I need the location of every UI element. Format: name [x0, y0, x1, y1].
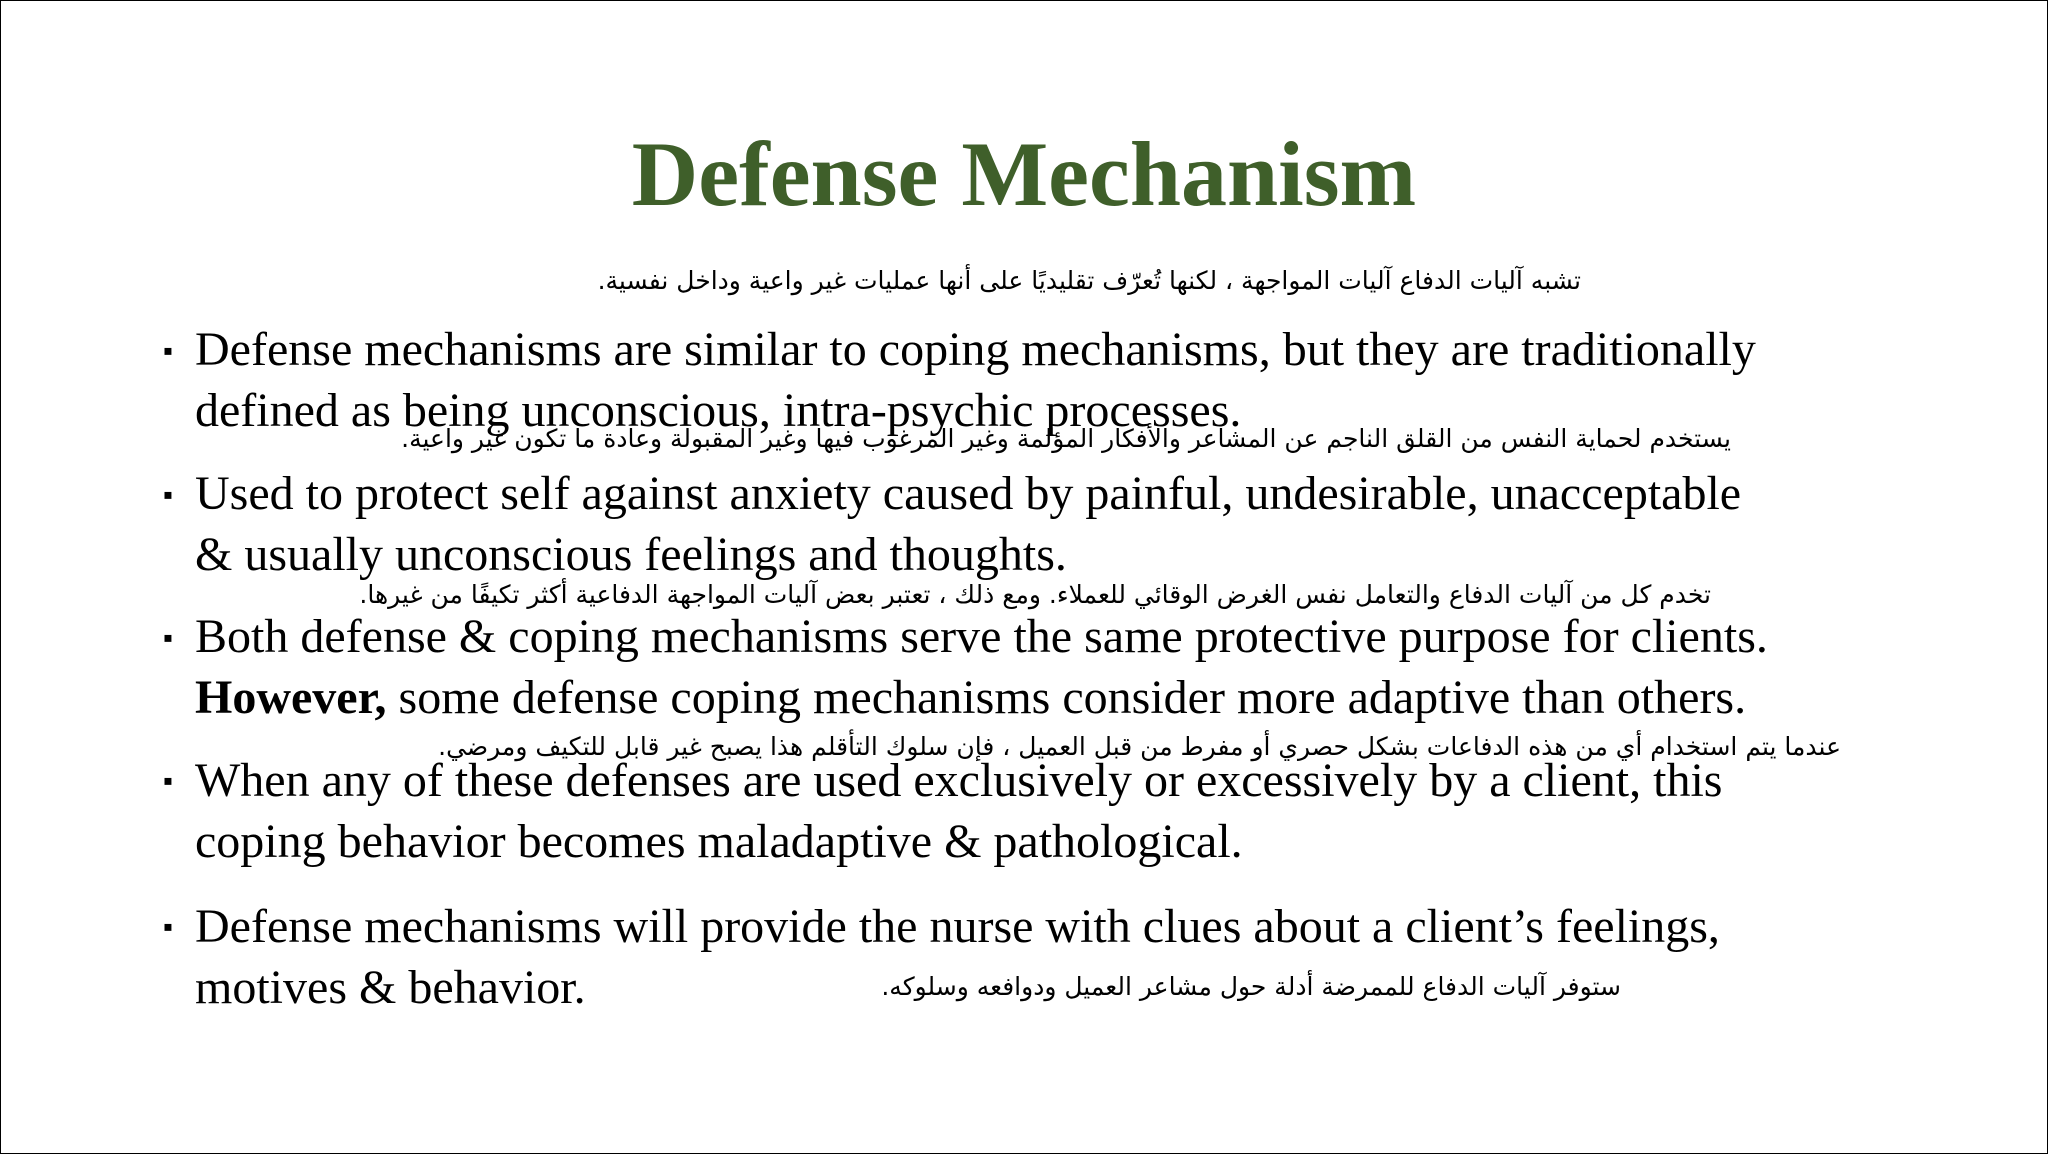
bullet-3-line-2 [195, 667, 1895, 728]
bullet-1-arabic: يستخدم لحماية النفس من القلق الناجم عن المشاعر والأفكار المؤلمة وغير المرغوب فيها وغير المقبولة وعادة ما تكون غير واعية. [401, 424, 1731, 453]
bullet-2-line-2: & usually unconscious feelings and thoughts. [195, 528, 1067, 581]
bullet-5-arabic: ستوفر آليات الدفاع للممرضة أدلة حول مشاعر العميل ودوافعه وسلوكه. [881, 972, 1621, 1001]
bullet-3-however: However, [195, 671, 387, 724]
bullet-2-text [195, 463, 1895, 585]
bullet-2-line-1: Used to protect self against anxiety caused by painful, undesirable, unacceptable [195, 467, 1742, 520]
slide-title: Defense Mechanism [631, 123, 1417, 225]
bullet-marker: ▪ [163, 336, 173, 367]
bullet-3-line-2-rest: some defense coping mechanisms consider more adaptive than others. [386, 671, 1747, 724]
bullet-3-line-1: Both defense & coping mechanisms serve the same protective purpose for clients. [195, 610, 1768, 663]
bullet-2-arabic: تخدم كل من آليات الدفاع والتعامل نفس الغرض الوقائي للعملاء. ومع ذلك ، تعتبر بعض آليات المواجهة الدفاعية أكثر تكيفًا من غيرها. [359, 580, 1711, 609]
arabic-intro: تشبه آليات الدفاع آليات المواجهة ، لكنها تُعرّف تقليديًا على أنها عمليات غير واعية وداخل نفسية. [597, 266, 1581, 295]
bullet-1-line-1: Defense mechanisms are similar to coping mechanisms, but they are traditionally [195, 323, 1756, 376]
bullet-4-text [195, 750, 1895, 872]
bullet-5-line-1: Defense mechanisms will provide the nurse with clues about a client’s feelings, [195, 900, 1720, 953]
bullet-3-text [195, 606, 1895, 728]
bullet-marker: ▪ [163, 912, 173, 943]
bullet-marker: ▪ [163, 623, 173, 654]
bullet-5-line-2: motives & behavior. [195, 961, 586, 1014]
bullet-4-line-2: coping behavior becomes maladaptive & pathological. [195, 815, 1243, 868]
bullet-marker: ▪ [163, 766, 173, 797]
bullet-1-line-2: defined as being unconscious, intra-psychic processes. [195, 384, 1242, 437]
bullet-3-arabic: عندما يتم استخدام أي من هذه الدفاعات بشكل حصري أو مفرط من قبل العميل ، فإن سلوك التأقلم هذا يصبح غير قابل للتكيف ومرضي. [438, 732, 1841, 761]
bullet-4-line-1: When any of these defenses are used exclusively or excessively by a client, this [195, 754, 1723, 807]
bullet-marker: ▪ [163, 480, 173, 511]
